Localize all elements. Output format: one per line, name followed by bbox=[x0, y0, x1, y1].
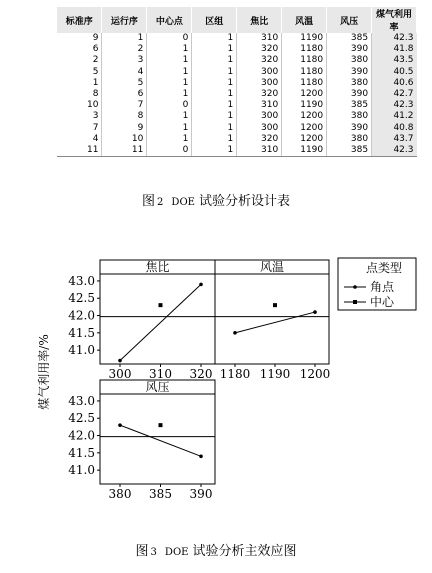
table-cell: 1 bbox=[147, 89, 192, 100]
table-cell: 310 bbox=[237, 33, 282, 44]
figure-3-caption bbox=[0, 540, 432, 559]
table-cell: 320 bbox=[237, 44, 282, 55]
table-cell: 1190 bbox=[282, 100, 327, 111]
table-cell: 1 bbox=[192, 134, 237, 145]
table-cell: 1 bbox=[192, 67, 237, 78]
table-cell: 11 bbox=[102, 145, 147, 157]
table-cell: 1 bbox=[147, 78, 192, 89]
column-header: 运行序 bbox=[102, 7, 147, 33]
caption-number: 2 bbox=[157, 197, 164, 208]
column-header: 煤气利用率 bbox=[372, 7, 417, 33]
table-cell: 3 bbox=[102, 55, 147, 66]
y-axis-label: 煤气利用率/% bbox=[37, 334, 51, 410]
table-cell: 1200 bbox=[282, 123, 327, 134]
x-tick-label: 1190 bbox=[259, 367, 291, 381]
table-cell: 320 bbox=[237, 89, 282, 100]
panel-title: 风温 bbox=[259, 260, 285, 274]
table-cell: 1200 bbox=[282, 111, 327, 122]
table-cell: 380 bbox=[327, 111, 372, 122]
table-cell: 1190 bbox=[282, 33, 327, 44]
caption-abbr: DOE bbox=[164, 547, 189, 558]
table-cell: 9 bbox=[102, 123, 147, 134]
table-cell: 385 bbox=[327, 145, 372, 157]
table-cell: 300 bbox=[237, 78, 282, 89]
table-cell: 8 bbox=[102, 111, 147, 122]
legend-center-marker bbox=[353, 300, 357, 304]
table-cell: 4 bbox=[102, 67, 147, 78]
table-cell: 43.7 bbox=[372, 134, 417, 145]
y-tick-label: 41.5 bbox=[68, 445, 95, 460]
column-header: 焦比 bbox=[237, 7, 282, 33]
table-cell: 0 bbox=[147, 145, 192, 157]
table-cell: 3 bbox=[57, 111, 102, 122]
table-cell: 310 bbox=[237, 100, 282, 111]
table-cell: 1 bbox=[147, 55, 192, 66]
caption-text: 试验分析设计表 bbox=[198, 194, 290, 209]
table-cell: 380 bbox=[327, 78, 372, 89]
panel-frame bbox=[100, 260, 215, 364]
panel-title: 焦比 bbox=[145, 260, 170, 274]
table-cell: 10 bbox=[102, 134, 147, 145]
table-cell: 1190 bbox=[282, 145, 327, 157]
table-cell: 42.7 bbox=[372, 89, 417, 100]
column-header: 风温 bbox=[282, 7, 327, 33]
legend-title: 点类型 bbox=[365, 261, 403, 275]
table-cell: 41.8 bbox=[372, 44, 417, 55]
corner-point bbox=[199, 455, 203, 459]
table-cell: 0 bbox=[147, 100, 192, 111]
table-cell: 2 bbox=[102, 44, 147, 55]
table-cell: 310 bbox=[237, 145, 282, 157]
table-cell: 2 bbox=[57, 55, 102, 66]
table-cell: 1180 bbox=[282, 55, 327, 66]
x-tick-label: 1180 bbox=[219, 367, 251, 381]
table-cell: 1 bbox=[57, 78, 102, 89]
y-tick-label: 43.0 bbox=[68, 273, 95, 288]
table-cell: 42.3 bbox=[372, 100, 417, 111]
table-cell: 7 bbox=[102, 100, 147, 111]
y-tick-label: 42.5 bbox=[68, 411, 95, 426]
table-cell: 300 bbox=[237, 123, 282, 134]
table-cell: 1200 bbox=[282, 89, 327, 100]
center-point bbox=[273, 303, 277, 307]
table-cell: 320 bbox=[237, 55, 282, 66]
x-tick-label: 385 bbox=[149, 487, 172, 501]
x-tick-label: 320 bbox=[189, 367, 213, 381]
table-cell: 300 bbox=[237, 67, 282, 78]
corner-effect-line bbox=[120, 425, 201, 456]
table-cell: 4 bbox=[57, 134, 102, 145]
legend-corner-marker bbox=[353, 285, 357, 289]
center-point bbox=[159, 423, 163, 427]
table-cell: 42.3 bbox=[372, 33, 417, 44]
table-cell: 380 bbox=[327, 55, 372, 66]
table-cell: 390 bbox=[327, 89, 372, 100]
table-cell: 5 bbox=[102, 78, 147, 89]
legend-entry: 角点 bbox=[370, 280, 395, 294]
column-header: 风压 bbox=[327, 7, 372, 33]
column-header: 中心点 bbox=[147, 7, 192, 33]
table-cell: 1 bbox=[192, 89, 237, 100]
legend-entry: 中心 bbox=[370, 295, 395, 309]
table-cell: 1180 bbox=[282, 78, 327, 89]
caption-number: 3 bbox=[150, 547, 157, 558]
y-tick-label: 41.0 bbox=[68, 463, 95, 478]
table-cell: 7 bbox=[57, 123, 102, 134]
table-cell: 1 bbox=[192, 44, 237, 55]
corner-effect-line bbox=[120, 284, 201, 360]
corner-effect-line bbox=[235, 312, 315, 333]
table-cell: 1 bbox=[192, 100, 237, 111]
table-cell: 1 bbox=[147, 111, 192, 122]
table-cell: 390 bbox=[327, 123, 372, 134]
table-cell: 40.6 bbox=[372, 78, 417, 89]
x-tick-label: 390 bbox=[189, 487, 213, 501]
table-cell: 8 bbox=[57, 89, 102, 100]
table-cell: 390 bbox=[327, 44, 372, 55]
table-cell: 9 bbox=[57, 33, 102, 44]
table-cell: 6 bbox=[57, 44, 102, 55]
table-cell: 6 bbox=[102, 89, 147, 100]
y-tick-label: 42.5 bbox=[68, 291, 95, 306]
corner-point bbox=[233, 331, 237, 335]
table-cell: 390 bbox=[327, 67, 372, 78]
table-cell: 42.3 bbox=[372, 145, 417, 157]
table-cell: 40.8 bbox=[372, 123, 417, 134]
corner-point bbox=[199, 283, 203, 287]
table-cell: 1 bbox=[192, 55, 237, 66]
y-tick-label: 41.0 bbox=[68, 343, 95, 358]
table-cell: 385 bbox=[327, 100, 372, 111]
caption-abbr: DOE bbox=[171, 197, 195, 208]
y-tick-label: 42.0 bbox=[68, 428, 95, 443]
table-cell: 41.2 bbox=[372, 111, 417, 122]
corner-point bbox=[118, 359, 122, 363]
y-tick-label: 41.5 bbox=[68, 325, 95, 340]
caption-text: 试验分析主效应图 bbox=[192, 544, 297, 559]
table-cell: 1 bbox=[102, 33, 147, 44]
table-cell: 1 bbox=[147, 123, 192, 134]
table-cell: 43.5 bbox=[372, 55, 417, 66]
table-cell: 1180 bbox=[282, 44, 327, 55]
corner-point bbox=[313, 310, 317, 314]
column-header: 区组 bbox=[192, 7, 237, 33]
table-cell: 0 bbox=[147, 33, 192, 44]
table-cell: 10 bbox=[57, 100, 102, 111]
table-cell: 11 bbox=[57, 145, 102, 157]
table-cell: 1 bbox=[192, 145, 237, 157]
table-cell: 1 bbox=[192, 78, 237, 89]
table-cell: 380 bbox=[327, 134, 372, 145]
table-cell: 1 bbox=[192, 33, 237, 44]
table-cell: 320 bbox=[237, 134, 282, 145]
table-cell: 1 bbox=[192, 111, 237, 122]
column-header: 标准序 bbox=[57, 7, 102, 33]
y-tick-label: 42.0 bbox=[68, 308, 95, 323]
corner-point bbox=[118, 423, 122, 427]
table-cell: 300 bbox=[237, 111, 282, 122]
y-tick-label: 43.0 bbox=[68, 393, 95, 408]
caption-prefix: 图 bbox=[142, 194, 156, 209]
table-cell: 1200 bbox=[282, 134, 327, 145]
panel-frame bbox=[100, 380, 215, 484]
caption-prefix: 图 bbox=[135, 544, 149, 559]
x-tick-label: 1200 bbox=[299, 367, 331, 381]
table-cell: 40.5 bbox=[372, 67, 417, 78]
x-tick-label: 310 bbox=[149, 367, 172, 381]
panel-title: 风压 bbox=[145, 380, 170, 394]
table-cell: 1 bbox=[192, 123, 237, 134]
x-tick-label: 300 bbox=[108, 367, 132, 381]
table-cell: 1180 bbox=[282, 67, 327, 78]
table-cell: 1 bbox=[147, 44, 192, 55]
center-point bbox=[159, 303, 163, 307]
x-tick-label: 380 bbox=[108, 487, 132, 501]
table-cell: 1 bbox=[147, 134, 192, 145]
table-cell: 385 bbox=[327, 33, 372, 44]
panel-frame bbox=[215, 260, 329, 364]
table-cell: 1 bbox=[147, 67, 192, 78]
table-cell: 5 bbox=[57, 67, 102, 78]
